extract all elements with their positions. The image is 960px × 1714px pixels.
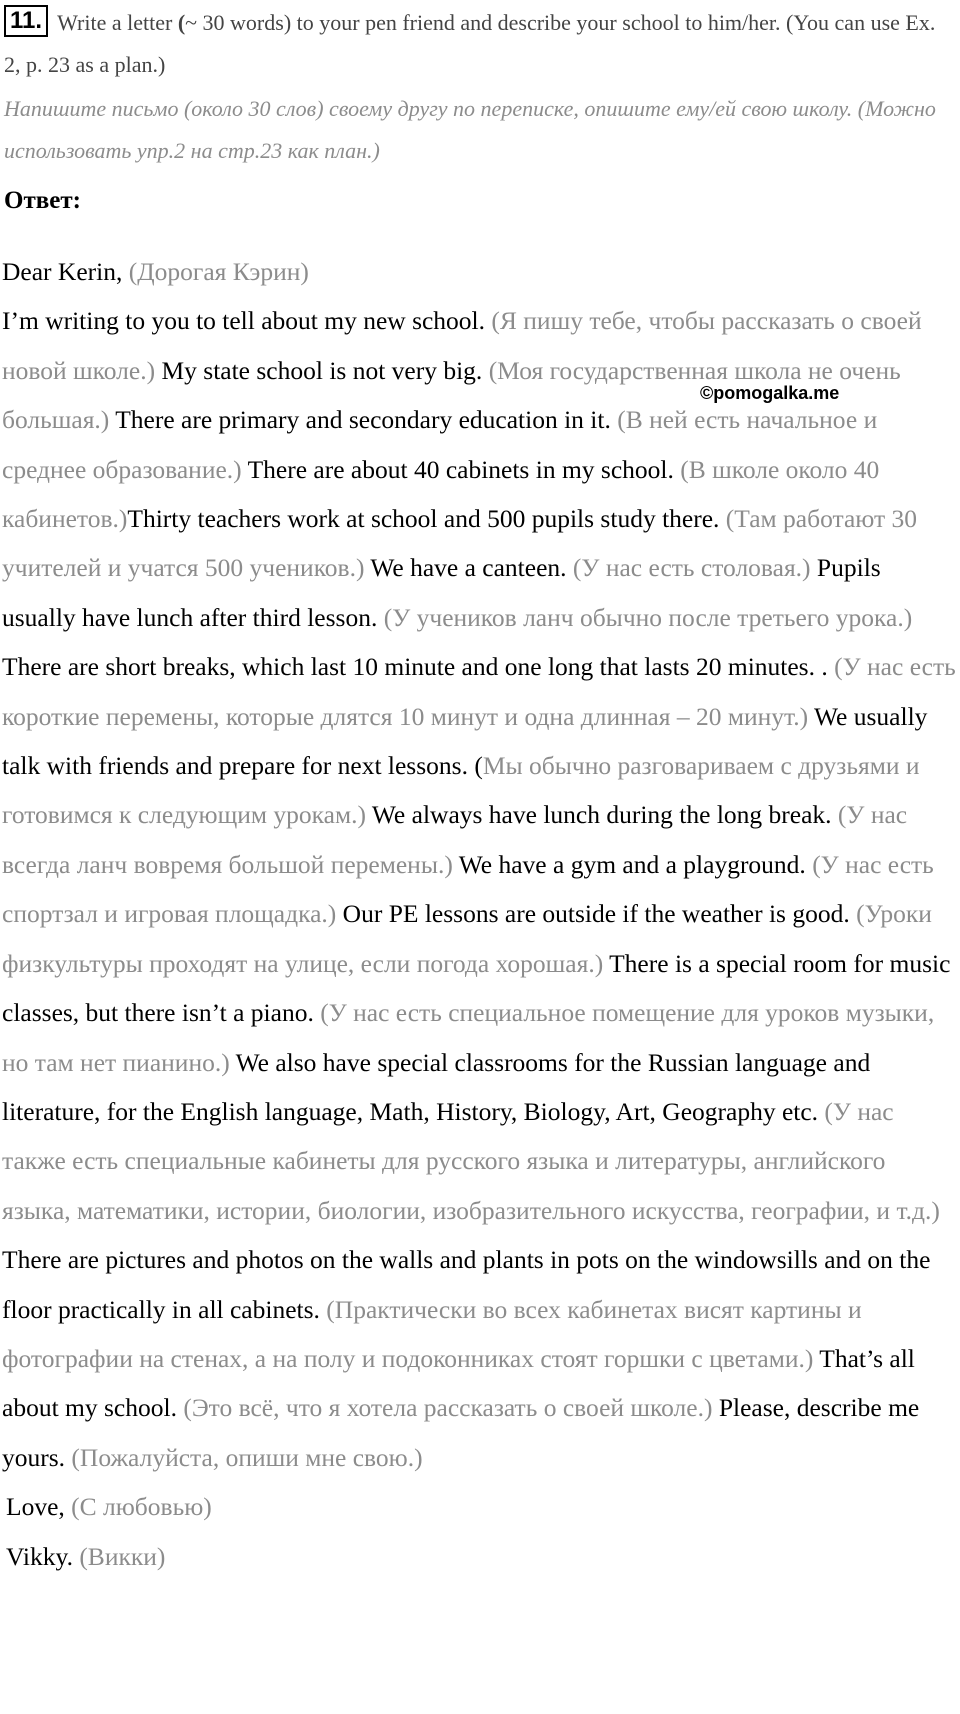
- sentence-en: Thirty teachers work at school and 500 pupils study there.: [127, 504, 720, 534]
- sentence-en: We always have lunch during the long break.: [371, 800, 832, 830]
- signature-en: Vikky.: [6, 1541, 73, 1571]
- sentence-en: We have a canteen.: [370, 553, 567, 583]
- sentence-en: Please, describe me yours.: [2, 1393, 920, 1472]
- sentence-ru: (Там работают 30 учителей и учатся 500 учеников.): [2, 504, 918, 583]
- task-number: 11.: [4, 5, 48, 37]
- watermark: ©pomogalka.me: [700, 383, 840, 403]
- sentence-en: There is a special room for music classes, but there isn’t a piano.: [2, 948, 951, 1028]
- sentence-ru: (Уроки физкультуры проходят на улице, если погода хорошая.): [2, 899, 932, 978]
- task-prefix: Write a letter: [57, 10, 173, 35]
- greeting-en: Dear Kerin,: [2, 257, 123, 286]
- sentence-en: My state school is not very big.: [161, 355, 483, 385]
- task-paren: (: [177, 10, 186, 35]
- task-text-ru: Напишите письмо (около 30 слов) своему другу по переписке, опишите ему/ей свою школу. (Можно использовать упр.2 на стр.23 как план.): [4, 96, 936, 163]
- greeting-ru: (Дорогая Кэрин): [128, 257, 309, 286]
- sentence-en: We also have special classrooms for the Russian language and literature, for the English language, Math, History, Biology, Art, Geography etc.: [2, 1047, 871, 1126]
- task-statement: [4, 2, 956, 86]
- sentence-ru: (В школе около 40 кабинетов.): [2, 454, 880, 534]
- letter-greeting: [2, 247, 957, 296]
- sentence-en: There are about 40 cabinets in my school.: [247, 454, 674, 484]
- sentence-ru: Мы обычно разговариваем с друзьями и готовимся к следующим урокам.): [2, 751, 920, 830]
- sentence-ru: (У нас есть короткие перемены, которые длятся 10 минут и одна длинная – 20 минут.): [2, 652, 956, 731]
- sentence-ru: (У нас также есть специальные кабинеты для русского языка и литературы, английского языка, математики, истории, биологии, изобразительного искусства, географии, и т.д.): [2, 1096, 940, 1225]
- closing-ru: (С любовью): [71, 1492, 212, 1522]
- letter-body: [2, 296, 957, 1482]
- letter-closing: [2, 1482, 957, 1531]
- sentence-ru: (Это всё, что я хотела рассказать о своей школе.): [183, 1393, 713, 1423]
- task-text-en: ~ 30 words) to your pen friend and describe your school to him/her. (You can use Ex. 2, p. 23 as a plan.): [4, 10, 936, 77]
- sentence-en: I’m writing to you to tell about my new school.: [2, 306, 486, 336]
- sentence-en: There are primary and secondary education in it.: [115, 405, 611, 435]
- sentence-en: We have a gym and a playground.: [458, 849, 806, 879]
- answer-label: Ответ:: [4, 187, 81, 214]
- sentence-en: There are pictures and photos on the walls and plants in pots on the windowsills and on the floor practically in all cabinets.: [2, 1245, 931, 1324]
- sentence-ru: (В ней есть начальное и среднее образование.): [2, 405, 878, 484]
- sentence-en: Pupils usually have lunch after third lesson.: [2, 553, 881, 632]
- sentence-ru: (У нас есть спортзал и игровая площадка.): [2, 849, 934, 929]
- sentence-en: There are short breaks, which last 10 minute and one long that lasts 20 minutes. .: [2, 652, 828, 682]
- sentence-en: We usually talk with friends and prepare for next lessons. (: [2, 701, 928, 781]
- sentence-ru: (У нас есть специальное помещение для уроков музыки, но там нет пианино.): [2, 998, 935, 1077]
- closing-en: Love,: [6, 1492, 65, 1522]
- sentence-ru: (Я пишу тебе, чтобы рассказать о своей новой школе.): [2, 306, 922, 385]
- sentence-ru: (У нас есть столовая.): [572, 553, 811, 583]
- sentence-en: That’s all about my school.: [2, 1343, 915, 1423]
- letter-signature: [2, 1532, 957, 1581]
- sentence-ru: (У учеников ланч обычно после третьего урока.): [383, 602, 913, 632]
- sentence-en: Our PE lessons are outside if the weather is good.: [342, 899, 850, 929]
- sentence-ru: (Моя государственная школа не очень большая.): [2, 355, 901, 435]
- letter: [2, 247, 957, 1581]
- signature-ru: (Викки): [79, 1541, 166, 1571]
- sentence-ru: (Практически во всех кабинетах висят картины и фотографии на стенах, а на полу и подоконниках стоят горшки с цветами.): [2, 1294, 862, 1373]
- sentence-ru: (Пожалуйста, опиши мне свою.): [71, 1442, 423, 1472]
- sentence-ru: (У нас всегда ланч вовремя большой перемены.): [2, 800, 908, 879]
